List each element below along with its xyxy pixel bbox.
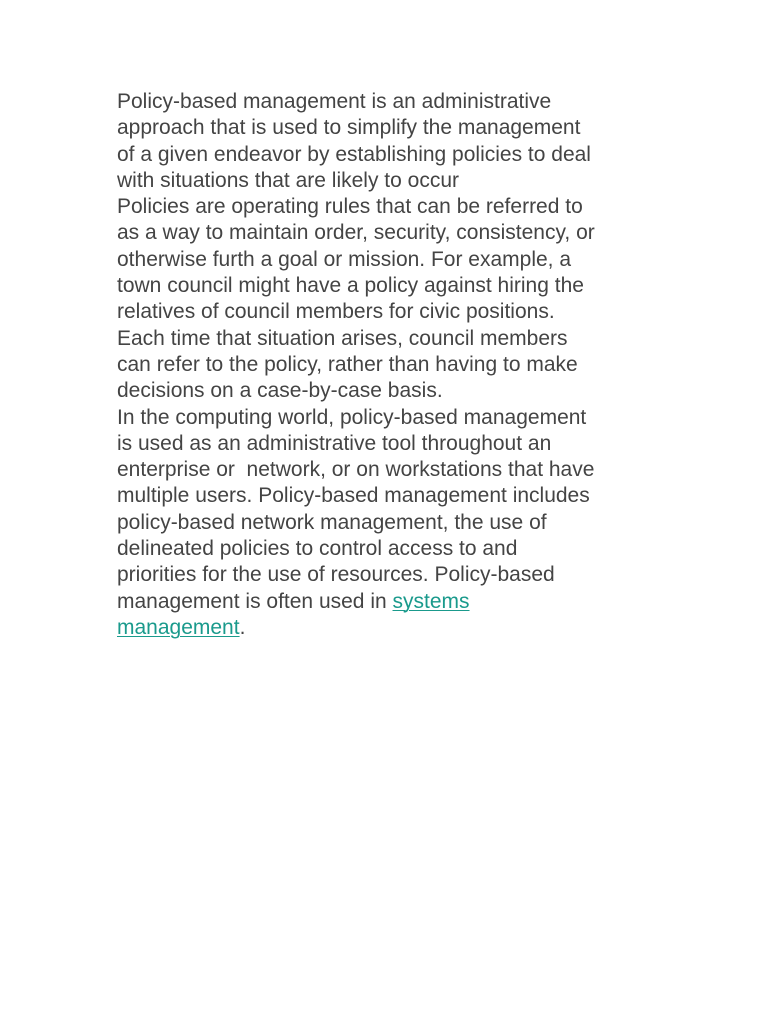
text-line: otherwise furth a goal or mission. For example, a	[117, 247, 572, 271]
paragraph-computing	[117, 405, 657, 642]
text-line: Policies are operating rules that can be referred to	[117, 195, 583, 219]
text-line: Policy-based management is an administrative	[117, 90, 552, 113]
text-line: is used as an administrative tool throughout an	[117, 431, 552, 455]
text-line: of a given endeavor by establishing policies to deal	[117, 142, 591, 166]
text-line: with situations that are likely to occur	[117, 168, 459, 192]
systems-management-link-continued[interactable]: management	[117, 615, 240, 639]
text-line: can refer to the policy, rather than having to make	[117, 352, 578, 376]
text-line: priorities for the use of resources. Policy-based	[117, 563, 555, 587]
document-body	[117, 89, 657, 641]
text-line: policy-based network management, the use of	[117, 510, 547, 534]
text-line: Each time that situation arises, council members	[117, 326, 568, 350]
paragraph-intro	[117, 89, 657, 194]
text-line: multiple users. Policy-based management includes	[117, 484, 590, 508]
text-line: decisions on a case-by-case basis.	[117, 379, 443, 403]
paragraph-policies	[117, 194, 657, 404]
text-line-with-link	[117, 615, 657, 641]
text-line: relatives of council members for civic positions.	[117, 300, 555, 324]
text-line: approach that is used to simplify the management	[117, 116, 581, 140]
systems-management-link[interactable]: systems	[392, 589, 470, 613]
text-line: as a way to maintain order, security, consistency, or	[117, 221, 595, 245]
text-line-with-link	[117, 589, 657, 615]
text-line: delineated policies to control access to and	[117, 537, 518, 561]
text-fragment: management is often used in	[117, 589, 393, 613]
text-line: enterprise or network, or on workstations that have	[117, 458, 595, 482]
text-line: town council might have a policy against hiring the	[117, 274, 584, 298]
text-fragment: .	[239, 615, 246, 639]
text-line: In the computing world, policy-based management	[117, 405, 587, 429]
